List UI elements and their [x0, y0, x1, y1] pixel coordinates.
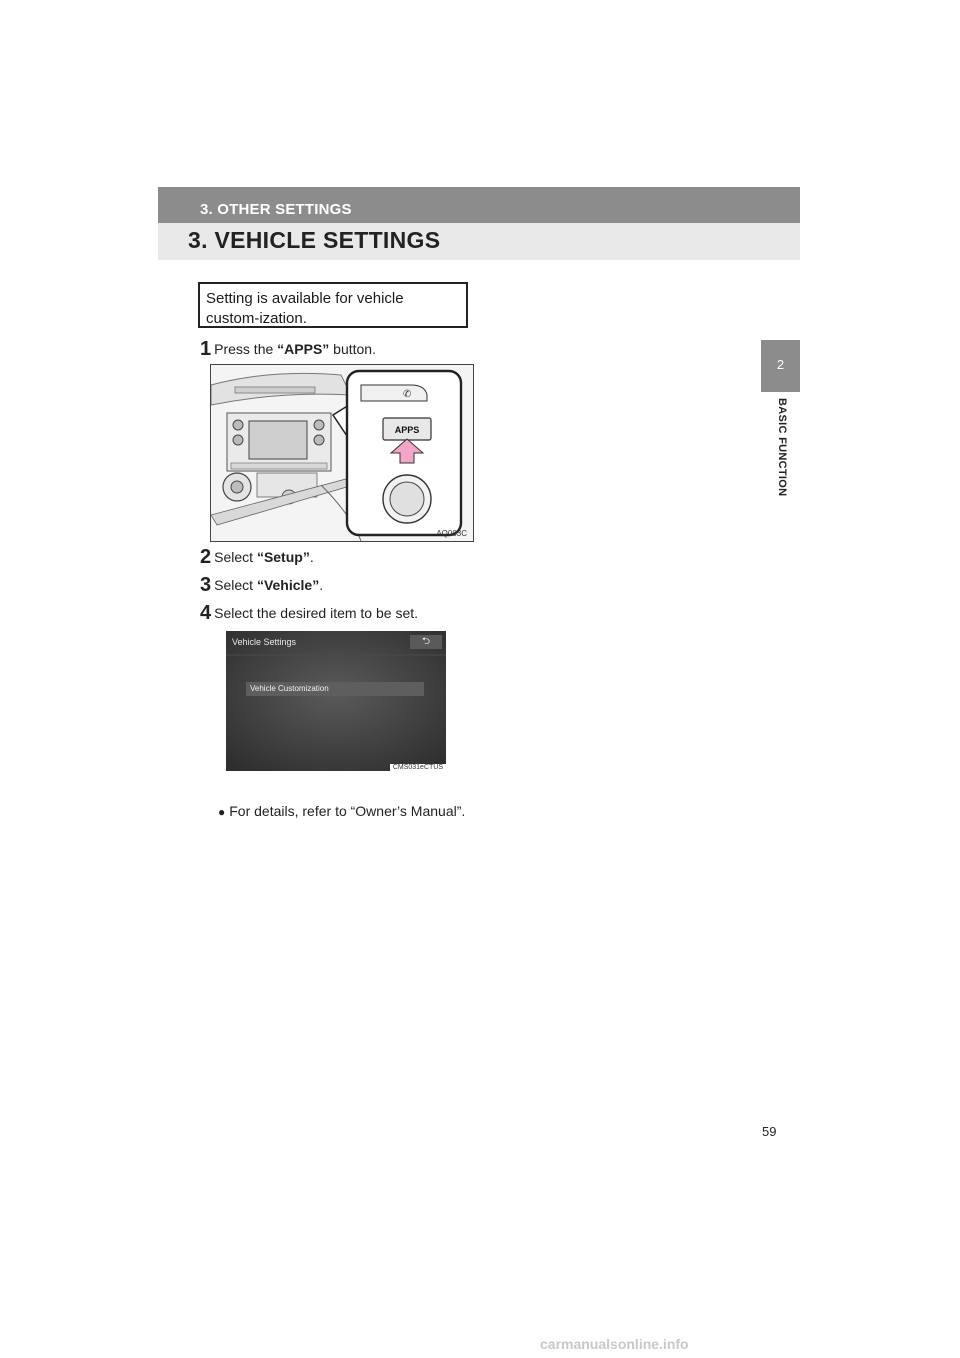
step-text: Select the desired item to be set.	[214, 605, 419, 621]
page-title: 3. VEHICLE SETTINGS	[188, 227, 441, 253]
chapter-number: 2	[776, 357, 785, 372]
apps-button-label: APPS	[394, 425, 420, 435]
chapter-tab	[761, 340, 800, 392]
step-number: 3	[200, 574, 212, 596]
page-title-bar	[158, 223, 800, 260]
section-header-bar	[158, 187, 800, 223]
bullet-text: For details, refer to “Owner’s Manual”.	[229, 803, 466, 819]
step-key: “Setup”	[256, 549, 310, 565]
watermark: carmanualsonline.info	[540, 1336, 689, 1352]
chapter-label: BASIC FUNCTION	[776, 398, 788, 497]
vehicle-customization-item[interactable]: Vehicle Customization	[246, 682, 424, 696]
bullet-icon: ●	[218, 805, 226, 819]
bullet-note	[218, 803, 465, 819]
step-text: Press the	[214, 341, 278, 357]
step-number: 1	[200, 338, 212, 360]
back-button[interactable]: ⮌	[410, 635, 442, 649]
svg-text:✆: ✆	[403, 389, 412, 400]
step-1	[200, 338, 376, 361]
step-text: Select	[214, 577, 257, 593]
step-text: Select	[214, 549, 257, 565]
step-number: 2	[200, 546, 212, 568]
step-key: “APPS”	[277, 341, 330, 357]
section-header: 3. OTHER SETTINGS	[200, 201, 352, 218]
page-number: 59	[762, 1124, 777, 1139]
step-3	[200, 574, 323, 597]
figure-code: AQ003C	[436, 529, 467, 538]
step-2	[200, 546, 314, 569]
apps-button-illustration	[210, 364, 474, 542]
intro-box: Setting is available for vehicle custom-ization.	[198, 282, 468, 328]
step-text-end: .	[309, 549, 314, 565]
screen-background	[226, 631, 446, 771]
vehicle-settings-screen	[226, 631, 446, 771]
dashboard-drawing	[211, 365, 473, 541]
step-text-end: .	[319, 577, 324, 593]
step-number: 4	[200, 602, 212, 624]
step-4	[200, 602, 418, 625]
step-key: “Vehicle”	[256, 577, 320, 593]
figure-code: CMS031eCTUS	[390, 764, 446, 771]
screen-title: Vehicle Settings	[232, 637, 297, 647]
step-text-end: button.	[329, 341, 376, 357]
